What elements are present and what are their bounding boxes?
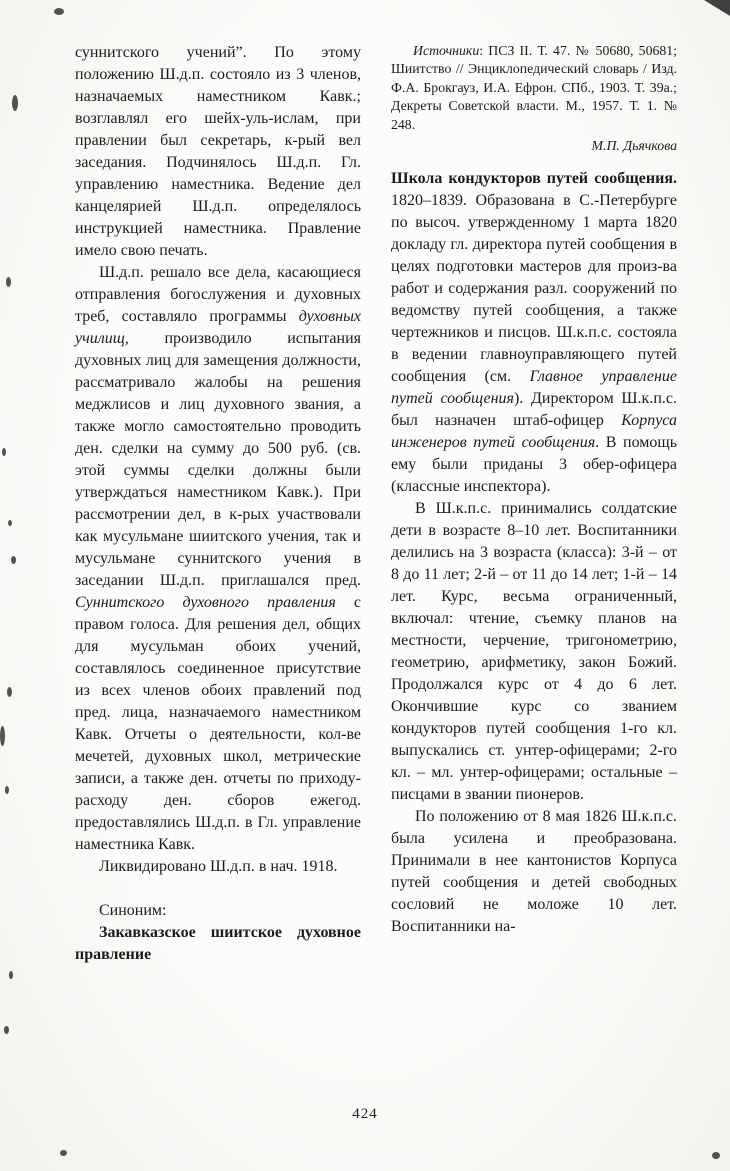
paragraph xyxy=(75,900,361,922)
text-run: Школа кондукторов путей сообщения. xyxy=(391,170,677,188)
text-run: Главное управление путей сообщения xyxy=(391,368,678,408)
text-run: Суннитского духовного правления xyxy=(75,594,336,611)
page-content xyxy=(75,42,677,966)
paragraph xyxy=(75,262,361,856)
text-run: духовных училищ, xyxy=(75,308,361,347)
scan-artifact xyxy=(9,971,13,979)
scan-artifact xyxy=(704,0,730,16)
text-run: 1820–1839. Образована в С.-Петербурге по высоч. утвержденному 1 марта 1820 докладу гл. директора путей сообщения в целях подготовки мастеров для произ-ва работ и содержания разл. сооружений по ведомству путей сообщения, а также чертежников и писцов. Ш.к.п.с. состояла в ведении главноуправляющего путей сообщения (см. xyxy=(391,192,677,386)
scan-artifact xyxy=(12,95,18,111)
page-number: 424 xyxy=(352,1106,378,1122)
text-run: производило испытания духовных лиц для замещения должности, рассматривало жалобы на решения меджлисов и лиц духовного звания, а также могло самостоятельно проводить ден. сделки на сумму до 500 руб. (св. этой суммы сделки должны были утверждаться наместником Кавк.). При рассмотрении дел, в к-рых участвовали как мусульмане шиитского учения, так и мусульмане суннитского учения в заседании Ш.д.п. приглашался пред. xyxy=(75,330,361,589)
text-run: Ш.д.п. решало все дела, касающиеся отправления богослужения и духовных треб, составляло программы xyxy=(75,264,361,325)
left-column xyxy=(75,42,361,966)
text-run: М.П. Дьячкова xyxy=(591,138,677,154)
text-run: В Ш.к.п.с. принимались солдатские дети в возрасте 8–10 лет. Воспитанники делились на 3 возраста (класса): 3-й – от 8 до 11 лет; 2-й – от 11 до 14 лет; 1-й – 14 лет. Курс, весьма ограниченный, включал: чтение, съемку планов на местности, черчение, тригонометрию, геометрию, арифметику, закон Божий. Продолжался курс от 4 до 6 лет. Окончившие курс со званием кондукторов путей сообщения 1-го кл. выпускались ст. унтер-офицерами; 2-го кл. – мл. унтер-офицерами; остальные – писцами в звании пионеров. xyxy=(391,500,677,804)
paragraph xyxy=(75,922,361,966)
scan-artifact xyxy=(0,726,5,746)
paragraph xyxy=(391,806,677,938)
text-run: . В помощь ему были приданы 3 обер-офицера (классные инспектора). xyxy=(391,434,677,496)
scan-artifact xyxy=(5,786,9,794)
text-run: суннитского учений”. По этому положению Ш.д.п. состояло из 3 членов, назначаемых наместником Кавк.; возглавлял его шейх-уль-ислам, при правлении был секретарь, к-рый вел заседания. Подчинялось Ш.д.п. Гл. управлению наместника. Ведение дел канцелярией Ш.д.п. определялось инструкцией наместника. Правление имело свою печать. xyxy=(75,44,361,259)
scan-artifact xyxy=(4,1026,9,1034)
scan-artifact xyxy=(712,1152,720,1159)
text-run: По положению от 8 мая 1826 Ш.к.п.с. была усилена и преобразована. Принимали в нее кантонистов Корпуса путей сообщения и детей свободных сословий не моложе 10 лет. Воспитанники на- xyxy=(391,808,677,936)
text-run: Синоним: xyxy=(99,902,167,919)
text-run: Корпуса инженеров путей сообщения xyxy=(391,412,677,452)
paragraph xyxy=(391,137,677,155)
text-run: : ПСЗ II. Т. 47. № 50680, 50681; Шиитство // Энциклопедический словарь / Изд. Ф.А. Брокгауз, И.А. Ефрон. СПб., 1903. Т. 39а.; Декреты Советской власти. М., 1957. Т. 1. № 248. xyxy=(391,43,677,132)
scan-artifact xyxy=(54,8,64,15)
text-run: с правом голоса. Для решения дел, общих для мусульман обоих учений, составлялось соединенное присутствие из всех членов обоих правлений под пред. лица, назначаемого наместником Кавк. Отчеты о деятельности, кол-ве мечетей, духовных школ, метрические записи, а также ден. отчеты по приходу-расходу ден. сборов ежегод. предоставлялись Ш.д.п. в Гл. управление наместника Кавк. xyxy=(75,594,361,853)
right-column xyxy=(391,42,677,966)
paragraph xyxy=(391,168,677,498)
paragraph xyxy=(75,42,361,262)
paragraph xyxy=(75,856,361,878)
text-run: Источники xyxy=(413,43,480,58)
scan-artifact xyxy=(8,520,12,526)
text-run: Ликвидировано Ш.д.п. в нач. 1918. xyxy=(99,858,338,875)
text-run: ). Директором Ш.к.п.с. был назначен штаб-офицер xyxy=(391,390,677,430)
scan-artifact xyxy=(11,556,16,564)
paragraph xyxy=(391,498,677,806)
scan-artifact xyxy=(6,277,11,287)
scan-artifact xyxy=(60,1150,67,1156)
paragraph xyxy=(391,42,677,134)
scan-artifact xyxy=(7,687,12,697)
text-run: Закавказское шиитское духовное правление xyxy=(75,924,361,963)
scan-artifact xyxy=(2,448,6,456)
